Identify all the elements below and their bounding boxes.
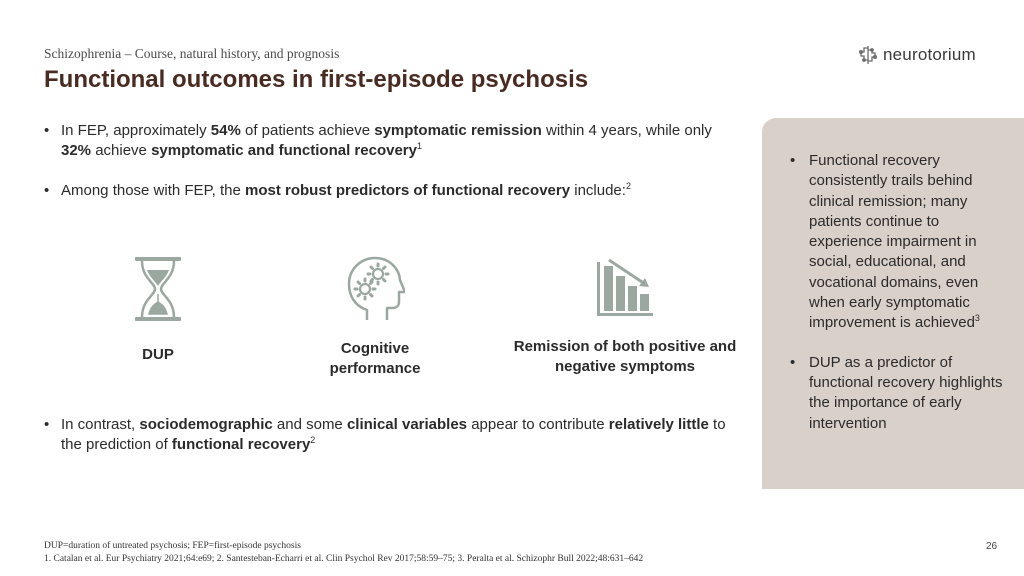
text: of patients achieve <box>240 122 375 139</box>
key-point <box>790 151 1012 334</box>
key-point <box>790 353 1012 434</box>
bullet-predictors <box>44 181 734 201</box>
text: Among those with FEP, the <box>61 182 245 199</box>
reference-sup: 3 <box>974 313 980 324</box>
text: within 4 years, while only <box>541 122 712 139</box>
bold-text: 32% <box>61 142 92 159</box>
bold-text: functional recovery <box>171 436 311 453</box>
key-points-list <box>790 151 1012 434</box>
bullet-list-bottom <box>44 415 734 455</box>
bullet-sociodemographic <box>44 415 734 455</box>
bold-text: relatively little <box>608 416 709 433</box>
text: In contrast, <box>61 416 140 433</box>
bold-text: sociodemographic <box>139 416 273 433</box>
text: In FEP, approximately <box>61 122 211 139</box>
predictor-remission <box>505 256 745 377</box>
head-gears-icon <box>345 256 405 322</box>
text: to the prediction of <box>61 416 726 453</box>
bullet-list-predictors <box>44 181 734 201</box>
hourglass-icon <box>133 256 183 322</box>
reference-sup: 2 <box>625 181 631 191</box>
page-number: 26 <box>986 541 998 552</box>
reference-sup: 1 <box>416 141 422 151</box>
text: and some <box>272 416 347 433</box>
bold-text: symptomatic and functional recovery <box>151 142 417 159</box>
bold-text: symptomatic remission <box>374 122 542 139</box>
predictor-label: Remission of both positive and negative symptoms <box>513 338 737 375</box>
text: appear to contribute <box>467 416 609 433</box>
logo-text: neurotorium <box>883 45 976 64</box>
predictor-dup <box>88 256 228 365</box>
slide-subtitle: Schizophrenia – Course, natural history, and prognosis <box>44 46 340 61</box>
declining-bar-chart-icon <box>595 256 655 318</box>
bold-text: 54% <box>210 122 241 139</box>
brain-logo-icon <box>857 44 879 66</box>
abbreviations-footnote: DUP=duration of untreated psychosis; FEP=first-episode psychosis <box>44 541 301 551</box>
predictor-label: DUP <box>142 346 174 363</box>
text: include: <box>570 182 626 199</box>
key-point-text: Functional recovery consistently trails behind clinical remission; many patients continue to experience impairment in social, educational, and vocational domains, even when early symptomatic improvement is achieved <box>809 152 979 332</box>
predictor-label: Cognitive performance <box>329 340 421 377</box>
bold-text: most robust predictors of functional recovery <box>245 182 571 199</box>
text: achieve <box>91 142 152 159</box>
logo <box>857 44 976 66</box>
bold-text: clinical variables <box>346 416 468 433</box>
predictor-cognitive <box>300 256 450 379</box>
key-points-panel <box>762 118 1024 489</box>
slide-title: Functional outcomes in first-episode psychosis <box>44 66 589 93</box>
key-point-text: DUP as a predictor of functional recovery highlights the importance of early intervention <box>809 353 1003 432</box>
bullet-list-top <box>44 121 734 161</box>
bullet-remission <box>44 121 734 161</box>
references-footnote: 1. Catalan et al. Eur Psychiatry 2021;64:e69; 2. Santesteban-Echarri et al. Clin Psychol Rev 2017;58:59–75; 3. Peralta et al. Schizophr Bull 2022;48:631–642 <box>44 554 644 564</box>
reference-sup: 2 <box>310 435 316 445</box>
